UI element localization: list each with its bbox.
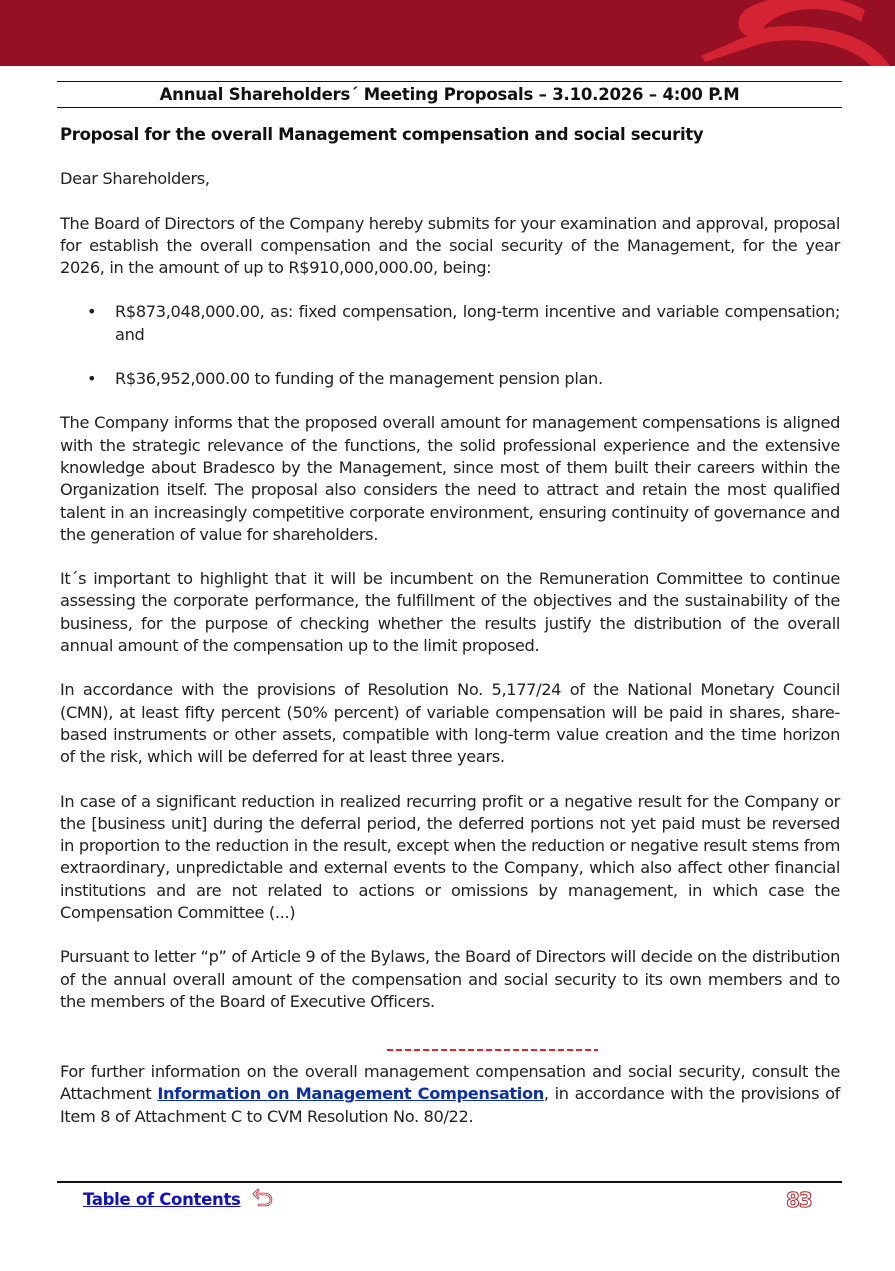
table-of-contents-link[interactable]: Table of Contents xyxy=(83,1190,241,1209)
further-info-text-end: , in accordance with the provisions of Item 8 of Attachment C to CVM Resolution No. 80/22. xyxy=(60,1084,840,1126)
paragraph-bylaws: Pursuant to letter “p” of Article 9 of the Bylaws, the Board of Directors will decide on the distribution of the annual overall amount of the compensation and social security to its own members and to the members of the Board of Executive Officers. xyxy=(60,947,840,1011)
paragraph-deferral-reversal: In case of a significant reduction in realized recurring profit or a negative result for the Company or the [business unit] during the deferral period, the deferred portions not yet paid must be reversed in proportion to the reduction in the result, except when the reduction or negative result stems from extraordinary, unpredictable and external events to the Company, which also affect other financial institutions and are not related to actions or omissions by management, in which case the Compensation Committee (...) xyxy=(60,791,840,923)
return-arrow-icon[interactable] xyxy=(252,1187,274,1207)
bradesco-logo-icon xyxy=(675,0,895,66)
amount-list xyxy=(60,301,840,390)
document-body xyxy=(60,124,840,1035)
page-number: 83 xyxy=(786,1188,812,1212)
paragraph-remuneration-committee: It´s important to highlight that it will be incumbent on the Remuneration Committee to continue assessing the corporate performance, the fulfillment of the objectives and the sustainability of the business, for the purpose of checking whether the results justify the distribution of the overall annual amount of the compensation up to the limit proposed. xyxy=(60,569,840,656)
header-rule-top xyxy=(57,81,842,82)
footer-rule xyxy=(57,1181,842,1183)
red-dashed-separator xyxy=(387,1049,598,1051)
list-item-compensation xyxy=(60,301,840,346)
section-title: Proposal for the overall Management compensation and social security xyxy=(60,125,704,144)
list-item-text: R$36,952,000.00 to funding of the management pension plan. xyxy=(115,369,603,389)
list-item-pension xyxy=(60,368,840,390)
bullet-icon: • xyxy=(87,302,97,322)
paragraph-cmn-resolution: In accordance with the provisions of Resolution No. 5,177/24 of the National Monetary Council (CMN), at least fifty percent (50% percent) of variable compensation will be paid in shares, share-based instruments or other assets, compatible with long-term value creation and the time horizon of the risk, which will be deferred for at least three years. xyxy=(60,680,840,767)
management-compensation-link[interactable]: Information on Management Compensation xyxy=(157,1084,544,1104)
further-information-paragraph xyxy=(60,1061,840,1128)
bullet-icon: • xyxy=(87,369,97,389)
page-header-title: Annual Shareholders´ Meeting Proposals – 3.10.2026 – 4:00 P.M xyxy=(159,85,740,104)
header-banner xyxy=(0,0,895,66)
paragraph-rationale: The Company informs that the proposed overall amount for management compensations is aligned with the strategic relevance of the functions, the solid professional experience and the extensive knowledge about Bradesco by the Management, since most of them built their careers within the Organization itself. The proposal also considers the need to attract and retain the most qualified talent in an increasingly competitive corporate environment, ensuring continuity of governance and the generation of value for shareholders. xyxy=(60,413,840,544)
further-info-text-start: For further information on the overall management compensation and social security, consult the Attachment xyxy=(60,1062,840,1104)
greeting: Dear Shareholders, xyxy=(60,169,210,189)
list-item-text: R$873,048,000.00, as: fixed compensation, long-term incentive and variable compensation; and xyxy=(115,302,840,344)
intro-paragraph: The Board of Directors of the Company hereby submits for your examination and approval, proposal for establish the overall compensation and the social security of the Management, for the year 2026, in the amount of up to R$910,000,000.00, being: xyxy=(60,213,840,278)
header-rule-bottom xyxy=(57,107,842,108)
